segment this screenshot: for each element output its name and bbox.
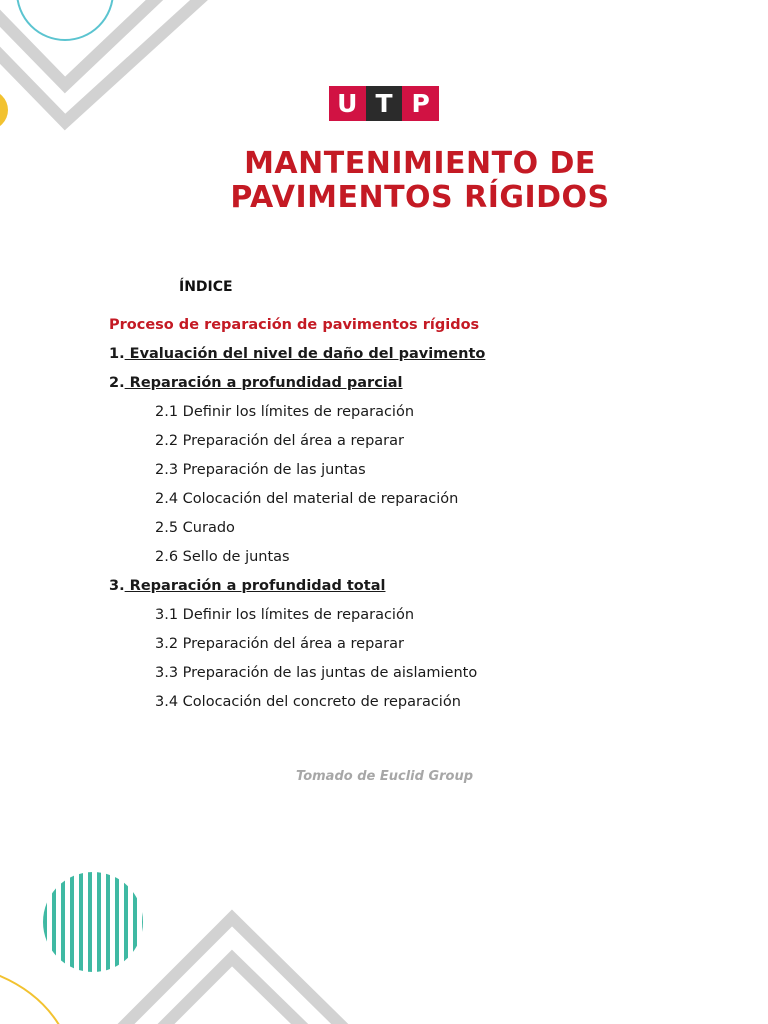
striped-circle	[43, 872, 146, 972]
toc-item-number: 1.	[109, 346, 125, 362]
toc-item-link[interactable]: Evaluación del nivel de daño del pavimento	[124, 346, 486, 362]
index-heading: ÍNDICE	[179, 279, 233, 295]
chevron-bottom-outer	[110, 918, 356, 1024]
yellow-arc	[0, 972, 62, 1024]
toc-section-title: Proceso de reparación de pavimentos rígidos	[109, 317, 480, 333]
toc-subitem: 2.1 Definir los límites de reparación	[155, 404, 415, 420]
title-line-2: PAVIMENTOS RÍGIDOS	[230, 180, 610, 215]
toc-subitem: 2.5 Curado	[155, 520, 235, 536]
chevron-top-outer	[0, 0, 210, 122]
logo-letter-p: P	[402, 86, 439, 121]
logo-letter-u: U	[329, 86, 366, 121]
toc-subitem: 3.2 Preparación del área a reparar	[155, 636, 404, 652]
table-of-contents	[109, 314, 669, 720]
toc-item-number: 3.	[109, 578, 125, 594]
toc-item-3	[109, 575, 669, 604]
title-line-1: MANTENIMIENTO DE	[244, 146, 596, 181]
toc-subitem: 2.2 Preparación del área a reparar	[155, 433, 404, 449]
toc-item-1	[109, 343, 669, 372]
chevron-bottom-inner	[150, 958, 316, 1024]
toc-subitem: 2.4 Colocación del material de reparación	[155, 491, 459, 507]
toc-subitem: 2.6 Sello de juntas	[155, 549, 290, 565]
document-title	[150, 147, 690, 215]
yellow-dot	[0, 90, 8, 130]
cyan-circle-outline	[17, 0, 113, 40]
toc-subitem: 3.1 Definir los límites de reparación	[155, 607, 415, 623]
utp-logo	[329, 86, 439, 121]
toc-item-number: 2.	[109, 375, 125, 391]
toc-item-2	[109, 372, 669, 401]
logo-letter-t: T	[366, 86, 403, 121]
toc-item-link[interactable]: Reparación a profundidad parcial	[124, 375, 403, 391]
toc-subitem: 2.3 Preparación de las juntas	[155, 462, 366, 478]
chevron-top-inner	[0, 0, 165, 85]
toc-subitem: 3.4 Colocación del concreto de reparación	[155, 694, 461, 710]
toc-subitem: 3.3 Preparación de las juntas de aislamiento	[155, 665, 478, 681]
source-credit: Tomado de Euclid Group	[296, 769, 474, 784]
toc-item-link[interactable]: Reparación a profundidad total	[124, 578, 386, 594]
